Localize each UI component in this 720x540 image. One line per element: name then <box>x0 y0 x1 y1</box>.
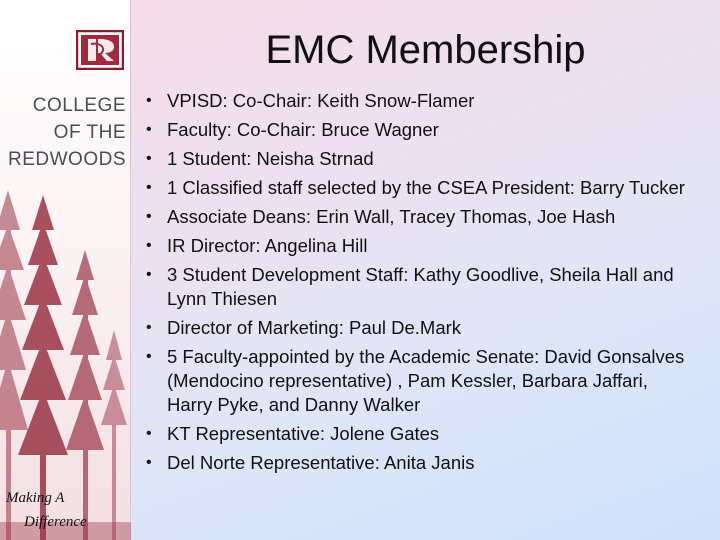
bullet-icon: • <box>146 319 152 336</box>
cr-logo-icon <box>76 30 124 70</box>
bullet-icon: • <box>146 425 152 442</box>
bullet-icon: • <box>146 150 152 167</box>
list-item <box>146 422 686 446</box>
list-item <box>146 89 686 113</box>
bullet-icon: • <box>146 179 152 196</box>
list-item <box>146 234 686 258</box>
college-name-line: COLLEGE <box>32 95 126 116</box>
tagline-line: Difference <box>24 514 87 530</box>
list-item-text: Director of Marketing: Paul De.Mark <box>167 317 462 338</box>
slide-title: EMC Membership <box>265 28 586 72</box>
bullet-icon: • <box>146 92 152 109</box>
bullet-icon: • <box>146 266 152 283</box>
list-item-text: Del Norte Representative: Anita Janis <box>167 452 475 473</box>
sidebar <box>0 0 131 540</box>
list-item-text: 5 Faculty-appointed by the Academic Senate: David Gonsalves (Mendocino representative) , Pam Kessler, Barbara Jaffari, Harry Pyke, and Danny Walker <box>167 346 685 415</box>
list-item-text: 3 Student Development Staff: Kathy Goodlive, Sheila Hall and Lynn Thiesen <box>167 264 674 309</box>
bullet-icon: • <box>146 208 152 225</box>
list-item-text: KT Representative: Jolene Gates <box>167 423 440 444</box>
tagline-line: Making A <box>6 490 65 506</box>
list-item-text: Faculty: Co-Chair: Bruce Wagner <box>167 119 439 140</box>
list-item <box>146 205 686 229</box>
bullet-icon: • <box>146 348 152 365</box>
list-item <box>146 118 686 142</box>
college-name-line: OF THE <box>53 122 126 143</box>
list-item <box>146 263 686 311</box>
list-item <box>146 451 686 475</box>
list-item-text: 1 Student: Neisha Strnad <box>167 148 374 169</box>
list-item <box>146 147 686 171</box>
list-item-text: Associate Deans: Erin Wall, Tracey Thomas, Joe Hash <box>167 206 616 227</box>
redwood-trees-icon <box>0 170 131 540</box>
list-item-text: IR Director: Angelina Hill <box>167 235 368 256</box>
membership-list <box>146 89 686 480</box>
list-item <box>146 316 686 340</box>
bullet-icon: • <box>146 454 152 471</box>
list-item <box>146 345 686 417</box>
list-item-text: VPISD: Co-Chair: Keith Snow-Flamer <box>167 90 475 111</box>
bullet-icon: • <box>146 121 152 138</box>
list-item <box>146 176 686 200</box>
college-name-line: REDWOODS <box>8 149 126 170</box>
list-item-text: 1 Classified staff selected by the CSEA President: Barry Tucker <box>167 177 685 198</box>
college-name <box>0 92 126 173</box>
bullet-icon: • <box>146 237 152 254</box>
tagline <box>6 486 116 534</box>
